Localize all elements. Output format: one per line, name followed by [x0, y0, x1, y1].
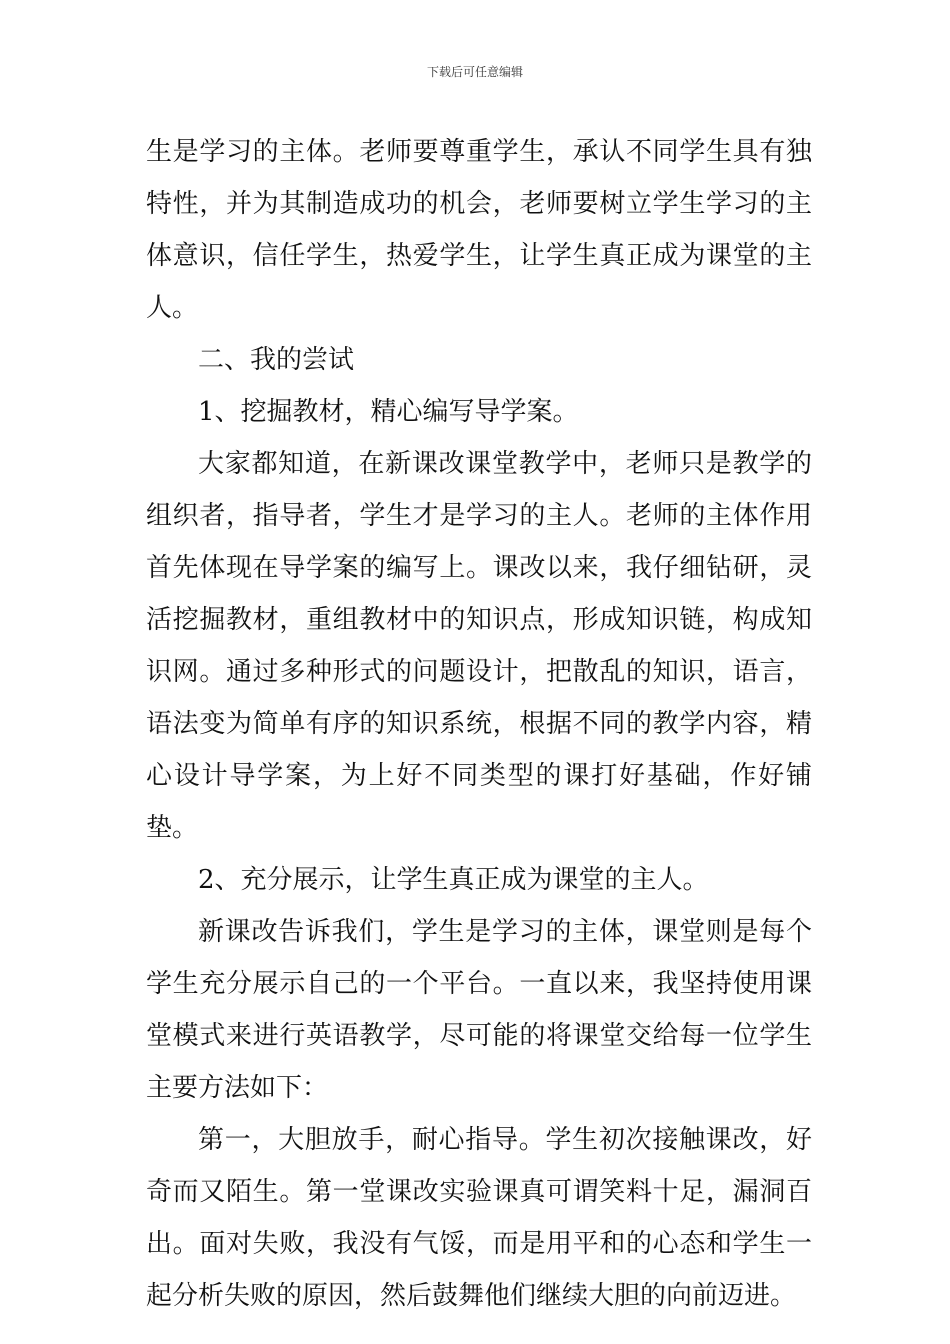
subheading-2: 2、充分展示，让学生真正成为课堂的主人。: [198, 865, 709, 895]
subheading-1: 1、挖掘教材，精心编写导学案。: [198, 397, 579, 427]
paragraph-teaching-material: 大家都知道，在新课改课堂教学中，老师只是教学的组织者，指导者，学生才是学习的主人。老师的主体作用首先体现在导学案的编写上。课改以来，我仔细钻研，灵活挖掘教材，重组教材中的知识点，形成知识链，构成知识网。通过多种形式的问题设计，把散乱的知识，语言，语法变为简单有序的知识系统，根据不同的教学内容，精心设计导学案，为上好不同类型的课打好基础，作好铺垫。: [146, 449, 812, 843]
paragraph-first-method: 第一，大胆放手，耐心指导。学生初次接触课改，好奇而又陌生。第一堂课改实验课真可谓笑料十足，漏洞百出。面对失败，我没有气馁，而是用平和的心态和学生一起分析失败的原因，然后鼓舞他们继续大胆的向前迈进。: [146, 1125, 812, 1311]
document-body: [146, 126, 812, 1322]
page-header-note: 下载后可任意编辑: [426, 65, 523, 79]
section-heading: 二、我的尝试: [198, 345, 355, 375]
paragraph-classroom-display: 新课改告诉我们，学生是学习的主体，课堂则是每个学生充分展示自己的一个平台。一直以来，我坚持使用课堂模式来进行英语教学，尽可能的将课堂交给每一位学生主要方法如下：: [146, 917, 812, 1103]
paragraph-continued: 生是学习的主体。老师要尊重学生，承认不同学生具有独特性，并为其制造成功的机会，老师要树立学生学习的主体意识，信任学生，热爱学生，让学生真正成为课堂的主人。: [146, 137, 812, 323]
